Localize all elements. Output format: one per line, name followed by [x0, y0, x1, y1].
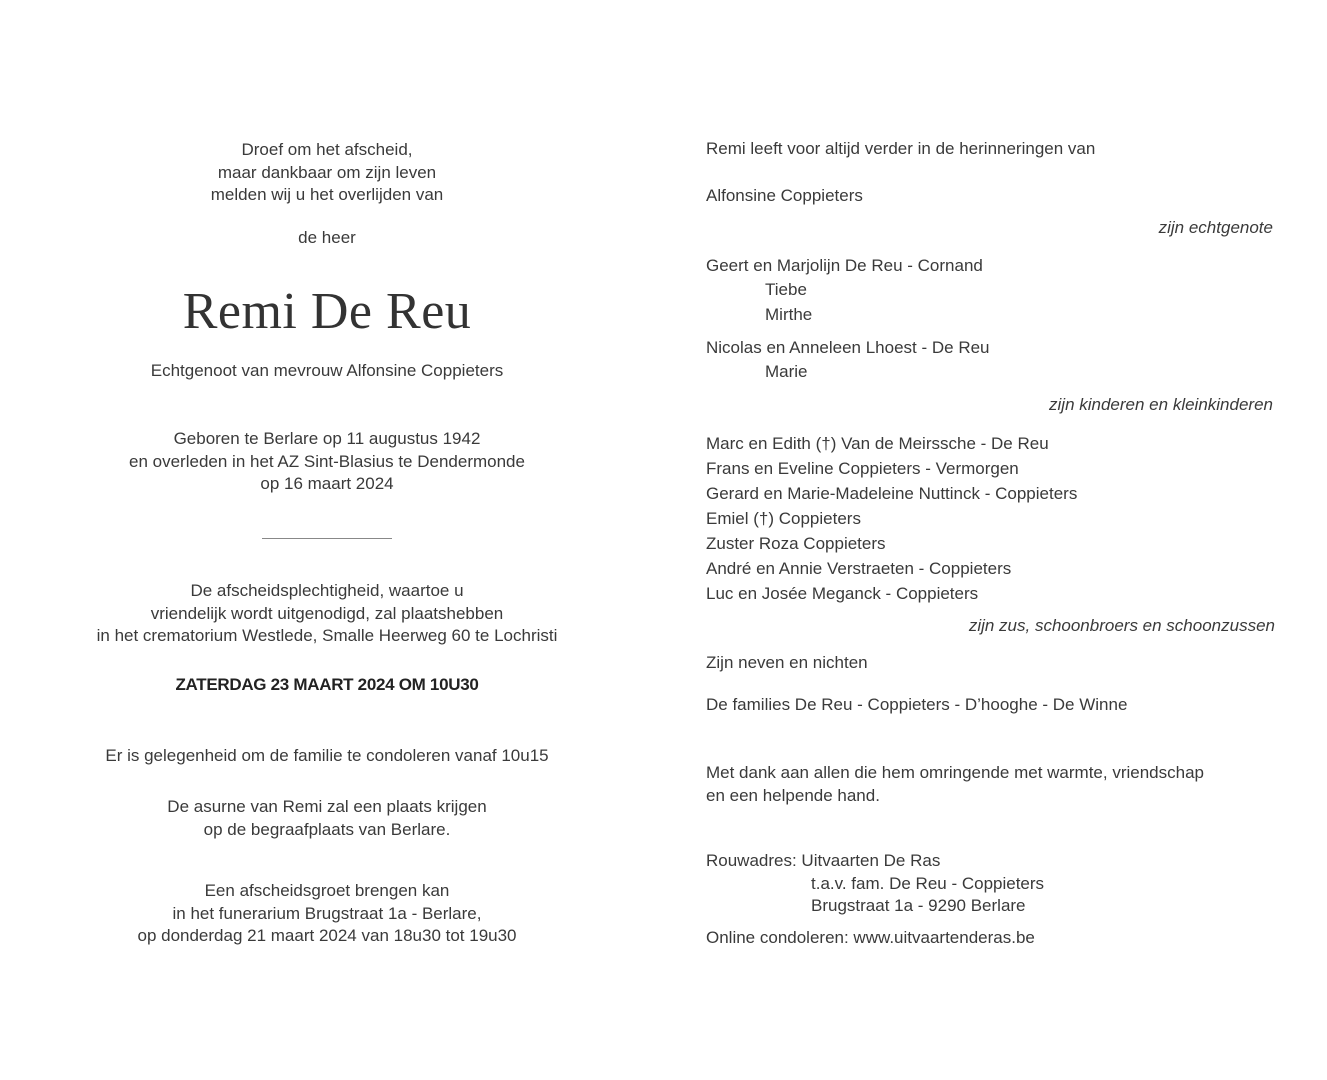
intro-line: Droef om het afscheid, — [241, 140, 413, 159]
grandchild: Marie — [765, 362, 808, 381]
sibling-family: André en Annie Verstraeten - Coppieters — [706, 559, 1012, 578]
child-family: Nicolas en Anneleen Lhoest - De Reu — [706, 338, 990, 357]
intro-line: melden wij u het overlijden van — [210, 185, 444, 204]
divider — [262, 538, 392, 539]
deceased-name: Remi De Reu — [182, 283, 472, 340]
farewell-line: op donderdag 21 maart 2024 van 18u30 tot 19u30 — [137, 926, 517, 945]
sibling-family: Gerard en Marie-Madeleine Nuttinck - Coppieters — [706, 484, 1078, 503]
siblings-list — [706, 431, 1077, 606]
online-condolence: Online condoleren: www.uitvaartenderas.be — [706, 928, 1035, 947]
farewell-text — [0, 880, 654, 948]
sibling-family: Marc en Edith (†) Van de Meirssche - De Reu — [706, 434, 1049, 453]
sibling-family: Luc en Josée Meganck - Coppieters — [706, 584, 979, 603]
ceremony-line: De afscheidsplechtigheid, waartoe u — [190, 581, 464, 600]
families-line: De families De Reu - Coppieters - D’hooghe - De Winne — [706, 695, 1128, 714]
urn-line: De asurne van Remi zal een plaats krijgen — [167, 797, 487, 816]
siblings-role: zijn zus, schoonbroers en schoonzussen — [968, 616, 1275, 635]
birth-line: op 16 maart 2024 — [260, 474, 394, 493]
sibling-family: Emiel (†) Coppieters — [706, 509, 861, 528]
ceremony-date: ZATERDAG 23 MAART 2024 OM 10U30 — [175, 675, 479, 694]
cousins-line: Zijn neven en nichten — [706, 653, 868, 672]
ceremony-text — [0, 580, 654, 648]
grandchild: Tiebe — [765, 280, 807, 299]
address-label: Rouwadres: Uitvaarten De Ras — [706, 851, 941, 870]
birth-line: en overleden in het AZ Sint-Blasius te Dendermonde — [129, 451, 525, 471]
children-role: zijn kinderen en kleinkinderen — [1049, 395, 1273, 414]
ceremony-line: in het crematorium Westlede, Smalle Heerweg 60 te Lochristi — [96, 626, 558, 645]
memory-intro: Remi leeft voor altijd verder in de herinneringen van — [706, 139, 1096, 158]
urn-line: op de begraafplaats van Berlare. — [203, 819, 451, 839]
intro-line: maar dankbaar om zijn leven — [217, 162, 437, 182]
condolence-text: Er is gelegenheid om de familie te condoleren vanaf 10u15 — [105, 746, 549, 765]
spouse-line: Echtgenoot van mevrouw Alfonsine Coppieters — [150, 361, 504, 380]
intro-text — [0, 139, 654, 207]
farewell-line: Een afscheidsgroet brengen kan — [204, 881, 450, 900]
title-prefix: de heer — [298, 228, 356, 247]
urn-text — [0, 796, 654, 841]
farewell-line: in het funerarium Brugstraat 1a - Berlare, — [172, 903, 482, 923]
spouse-name: Alfonsine Coppieters — [706, 186, 863, 205]
thanks-text — [706, 762, 1204, 807]
birth-line: Geboren te Berlare op 11 augustus 1942 — [173, 429, 481, 448]
birth-death-text — [0, 428, 654, 496]
address-line: t.a.v. fam. De Reu - Coppieters — [811, 874, 1045, 893]
spouse-role: zijn echtgenote — [1158, 218, 1273, 237]
sibling-family: Zuster Roza Coppieters — [706, 534, 886, 553]
sibling-family: Frans en Eveline Coppieters - Vermorgen — [706, 459, 1019, 478]
ceremony-line: vriendelijk wordt uitgenodigd, zal plaatshebben — [150, 603, 504, 623]
thanks-line: en een helpende hand. — [706, 785, 880, 805]
thanks-line: Met dank aan allen die hem omringende met warmte, vriendschap — [706, 763, 1204, 782]
child-family: Geert en Marjolijn De Reu - Cornand — [706, 256, 983, 275]
address-line: Brugstraat 1a - 9290 Berlare — [811, 896, 1026, 915]
grandchild: Mirthe — [765, 305, 813, 324]
